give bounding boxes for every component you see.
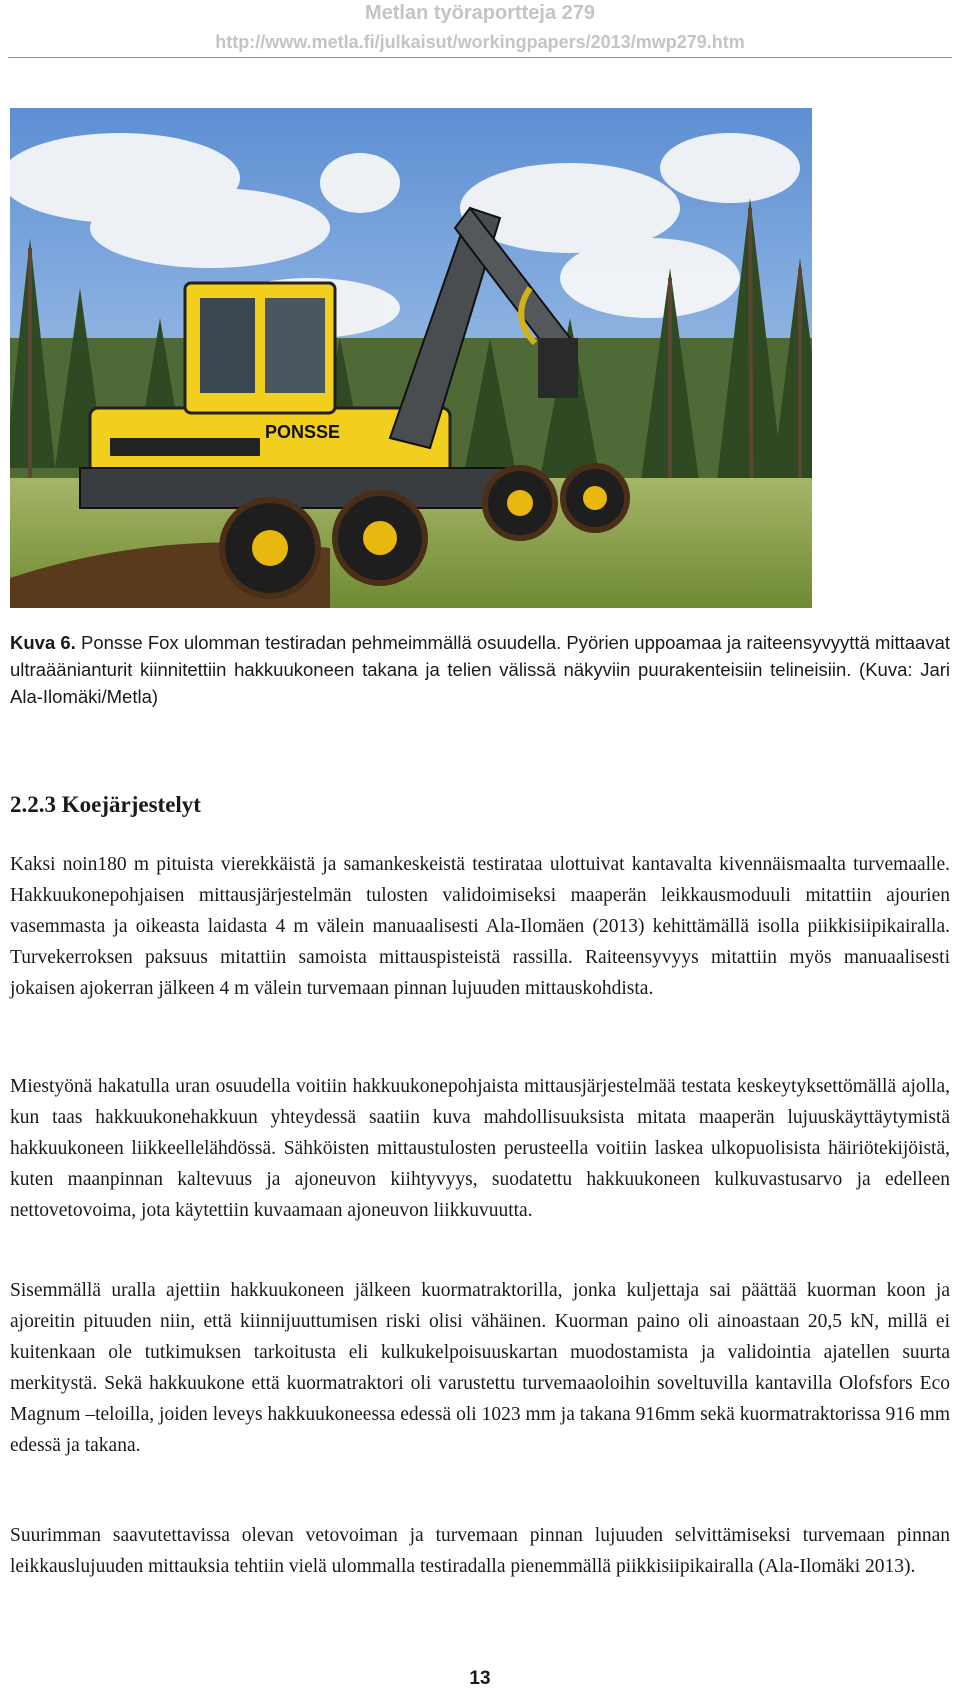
figure-caption xyxy=(10,629,950,710)
paragraph-1: Kaksi noin180 m pituista vierekkäistä ja samankeskeistä testirataa ulottuivat kantavalta kivennäismaalta turvemaalle. Hakkuukonepohjaisen mittausjärjestelmän tulosten validoimiseksi maaperän leikkausmoduuli mitattiin ajourien vasemmasta ja oikeasta laidasta 4 m välein manuaalisesti Ala-Ilomäen (2013) kehittämällä isolla piikkisiipikairalla. Turvekerroksen paksuus mitattiin samoista mittauspisteistä rassilla. Raiteensyvyys mitattiin myös manuaalisesti jokaisen ajokerran jälkeen 4 m välein turvemaan pinnan lujuuden mittauskohdista. xyxy=(10,854,950,999)
paragraph-2: Miestyönä hakatulla uran osuudella voitiin hakkuukonepohjaista mittausjärjestelmää testata keskeytyksettömällä ajolla, kun taas hakkuukonehakkuun yhteydessä saatiin kuva mahdollisuuksista mitata maaperän lujuuskäyttäytymistä hakkuukoneen liikkeellelähdössä. Sähköisten mittaustulosten perusteella voitiin laskea ulkopuolisista häiriötekijöistä, kuten maanpinnan kaltevuus ja ajoneuvon kiihtyvyys, suodatettu hakkuukoneen kulkuvastusarvo ja edelleen nettovetovoima, jota käytettiin kuvaamaan ajoneuvon liikkuvuutta. xyxy=(10,1076,950,1221)
harvester-photo xyxy=(10,108,812,608)
page-number: 13 xyxy=(469,1668,491,1689)
ponsse-logo-text: PONSSE xyxy=(265,422,341,442)
paragraph-4: Suurimman saavutettavissa olevan vetovoiman ja turvemaan pinnan lujuuden selvittämiseksi turvemaan pinnan leikkauslujuuden mittauksia tehtiin vielä ulommalla testiradalla pienemmällä piikkisiipikairalla (Ala-Ilomäki 2013). xyxy=(10,1525,950,1577)
caption-label: Kuva 6. xyxy=(10,632,76,653)
caption-text: Ponsse Fox ulomman testiradan pehmeimmällä osuudella. Pyörien uppoamaa ja raiteensyvyyttä mittaavat ultraäänianturit kiinnitettiin hakkuukoneen takana ja telien välissä näkyviin puurakenteisiin telineisiin. (Kuva: Jari Ala-Ilomäki/Metla) xyxy=(10,632,951,707)
header-divider xyxy=(8,57,952,58)
section-heading: 2.2.3 Koejärjestelyt xyxy=(10,792,201,817)
paragraph-3: Sisemmällä uralla ajettiin hakkuukoneen jälkeen kuormatraktorilla, jonka kuljettaja sai päättää kuorman koon ja ajoreitin pituuden niin, että kiinnijuuttumisen riski olisi vähäinen. Kuorman paino oli ainoastaan 20,5 kN, millä ei kuitenkaan ole tutkimuksen tarkoitusta eli kulkukelpoisuuskartan muodostamista ja validointia ajatellen suurta merkitystä. Sekä hakkuukone että kuormatraktori oli varustettu turvemaaoloihin soveltuvilla kantavilla Olofsfors Eco Magnum –teloilla, joiden leveys hakkuukoneessa edessä oli 1023 mm ja takana 916mm sekä kuormatraktorissa 916 mm edessä ja takana. xyxy=(10,1280,950,1456)
running-header-url[interactable]: http://www.metla.fi/julkaisut/workingpapers/2013/mwp279.htm xyxy=(215,32,745,52)
running-header-title: Metlan työraportteja 279 xyxy=(364,2,596,24)
